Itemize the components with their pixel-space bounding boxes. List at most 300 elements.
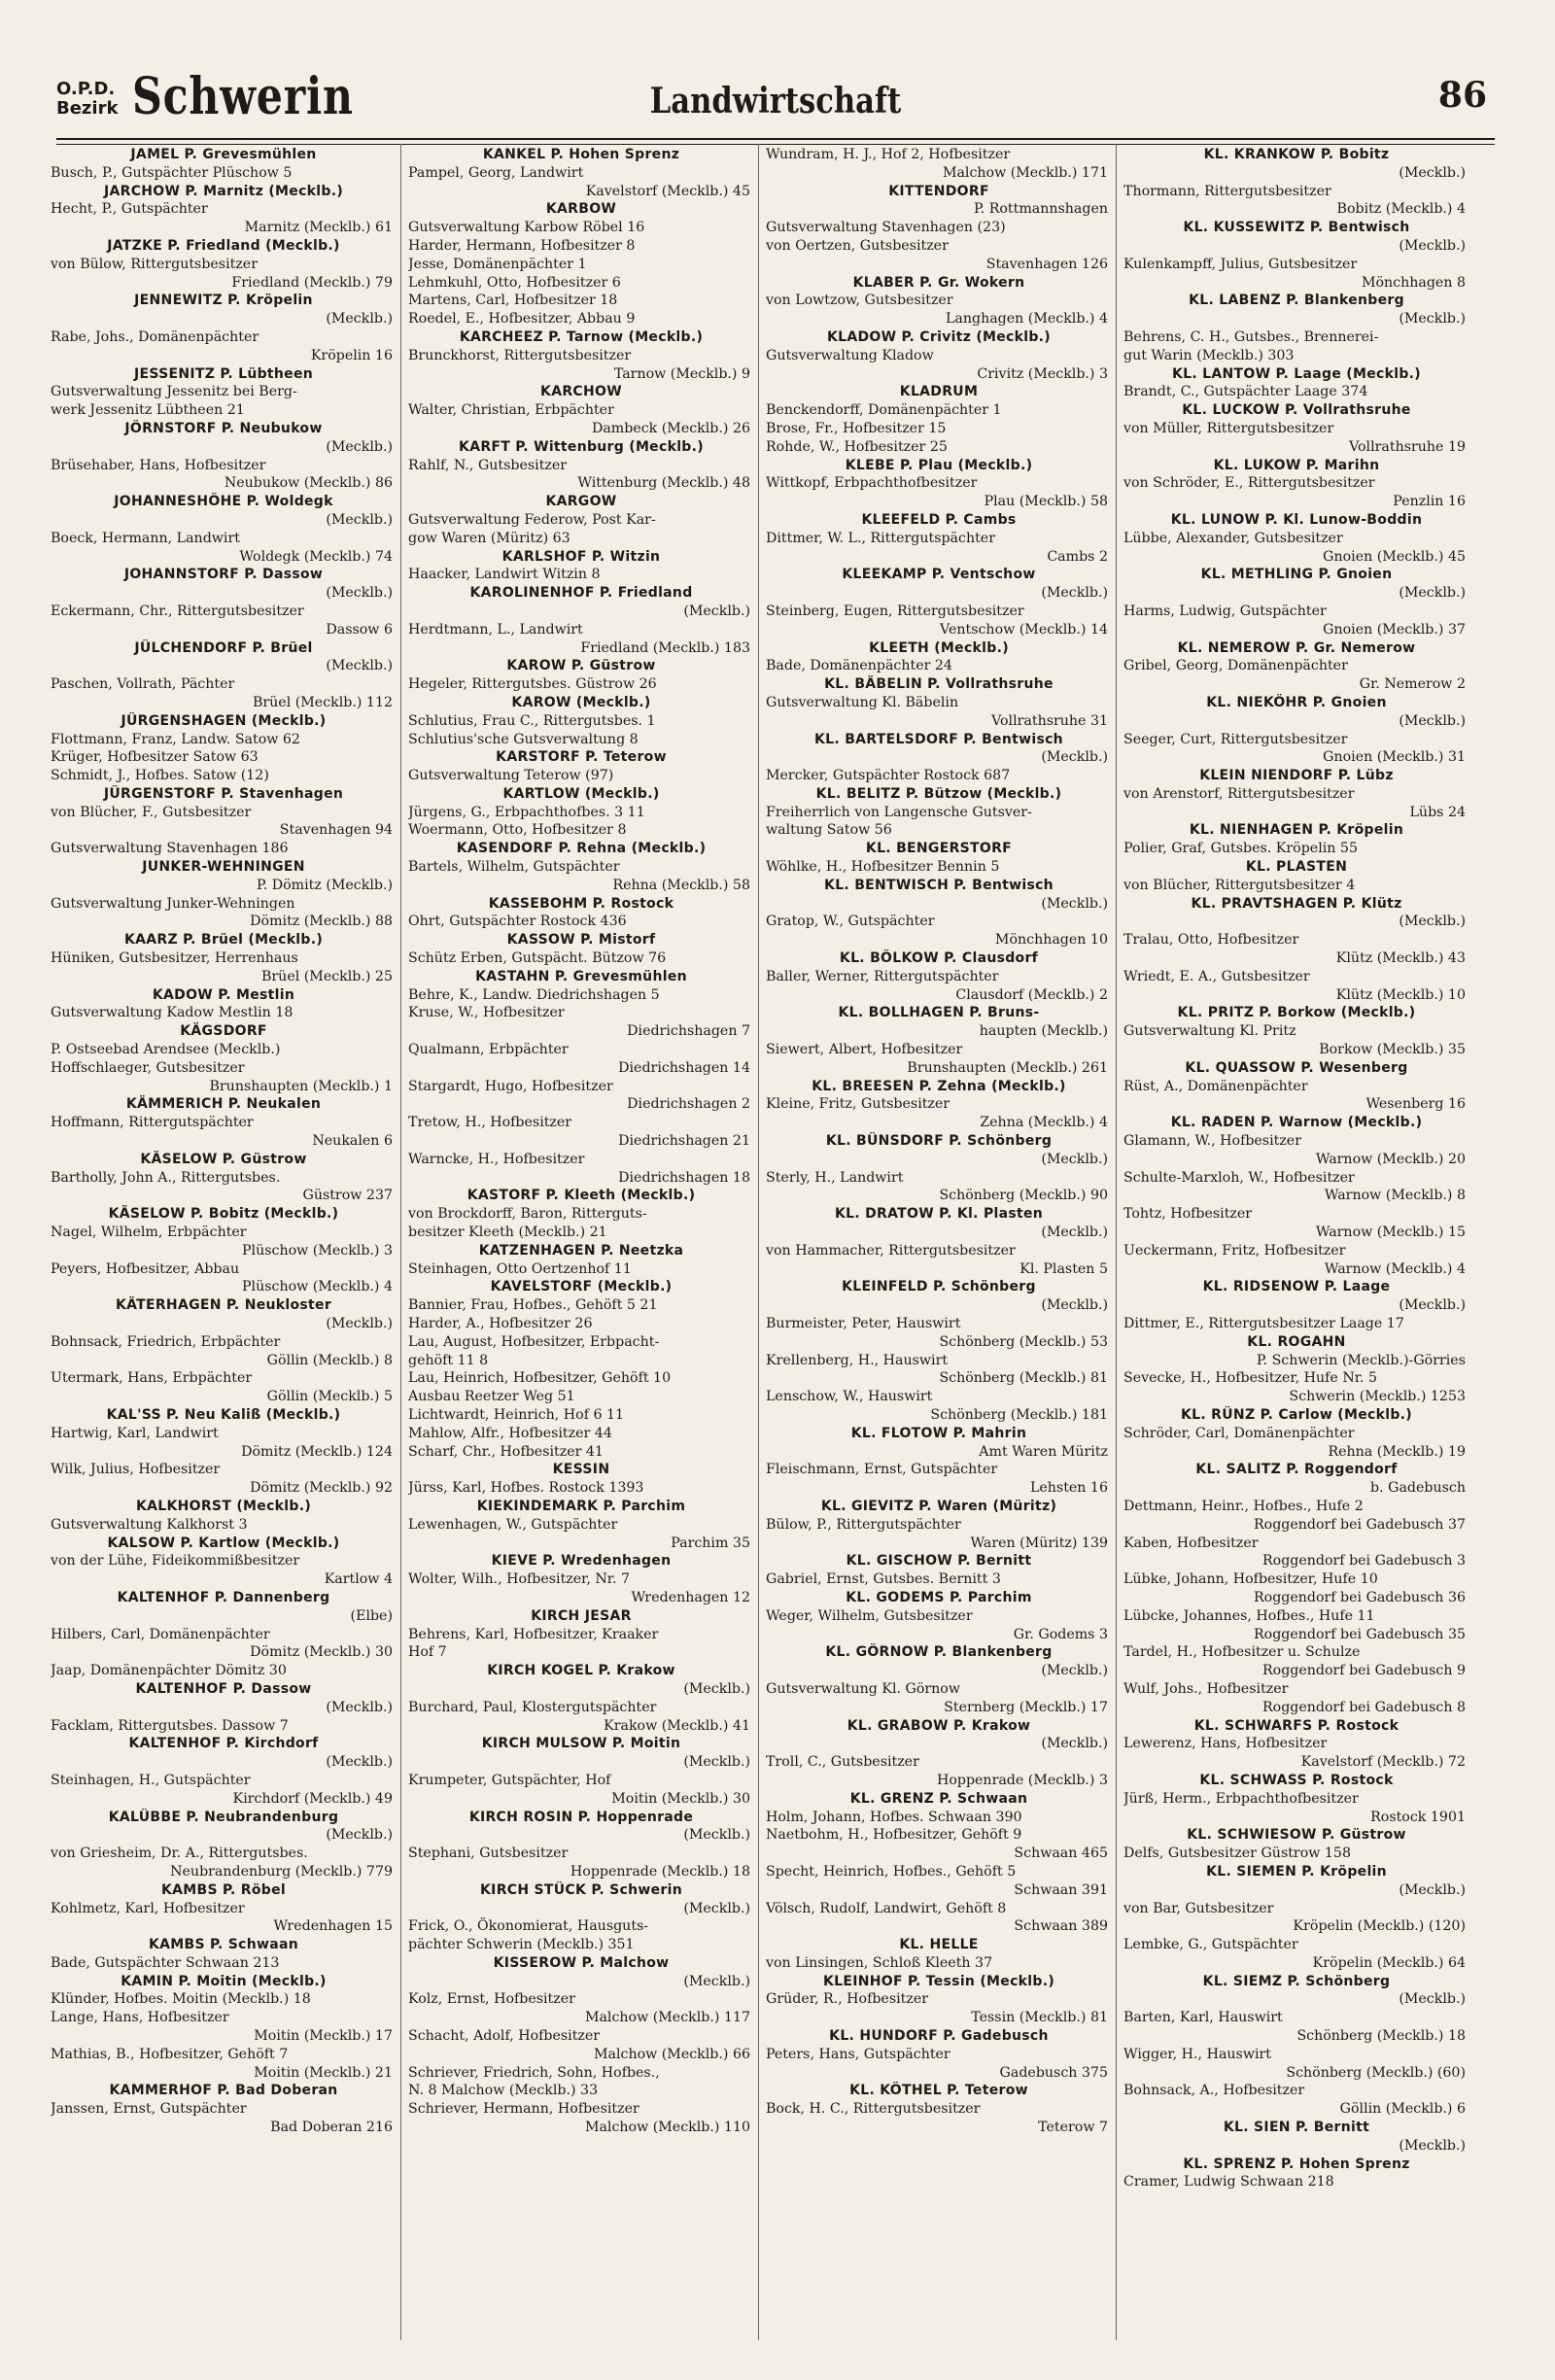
place-heading: KAL'SS P. Neu Kaliß (Mecklb.): [106, 1406, 341, 1423]
entry-continuation: (Mecklb.): [1399, 712, 1466, 729]
place-heading: KL. BÖLKOW P. Clausdorf: [839, 950, 1039, 967]
place-heading: KL. BELITZ P. Bützow (Mecklb.): [815, 785, 1062, 802]
place-heading: KLEBE P. Plau (Mecklb.): [845, 457, 1033, 473]
place-heading: KIRCH STÜCK P. Schwerin: [480, 1881, 682, 1898]
entry-line: Schmidt, J., Hofbes. Satow (12): [51, 768, 269, 784]
entry-line: Frick, O., Ökonomierat, Hausguts-: [408, 1918, 649, 1935]
entry-line: Bade, Gutspächter Schwaan 213: [51, 1954, 280, 1971]
entry-line: Lange, Hans, Hofbesitzer: [51, 2010, 229, 2026]
place-heading: KÄTERHAGEN P. Neukloster: [115, 1297, 332, 1314]
entry-line: Kohlmetz, Karl, Hofbesitzer: [51, 1900, 245, 1916]
entry-continuation: (Mecklb.): [1041, 585, 1108, 602]
entry-line: Thormann, Rittergutsbesitzer: [1123, 183, 1331, 199]
entry-line: Rüst, A., Domänenpächter: [1123, 1078, 1308, 1094]
entry-continuation: Langhagen (Mecklb.) 4: [945, 311, 1108, 328]
entry-line: Gratop, W., Gutspächter: [766, 914, 935, 930]
entry-line: Lewenhagen, W., Gutspächter: [408, 1516, 618, 1533]
entry-continuation: Kavelstorf (Mecklb.) 72: [1300, 1754, 1466, 1771]
place-heading: KL. NEMEROW P. Gr. Nemerow: [1177, 639, 1416, 656]
entry-line: von Müller, Rittergutsbesitzer: [1123, 420, 1334, 436]
entry-continuation: P. Rottmannshagen: [974, 201, 1108, 218]
place-heading: KIEVE P. Wredenhagen: [491, 1553, 672, 1569]
entry-line: Wolter, Wilh., Hofbesitzer, Nr. 7: [408, 1571, 631, 1588]
place-heading: KL. GODEMS P. Parchim: [846, 1589, 1032, 1605]
place-heading: KL. NIEKÖHR P. Gnoien: [1206, 694, 1387, 710]
entry-continuation: Roggendorf bei Gadebusch 3: [1261, 1553, 1466, 1569]
entry-continuation: Plüschow (Mecklb.) 4: [242, 1279, 393, 1295]
entry-line: Stargardt, Hugo, Hofbesitzer: [408, 1078, 613, 1094]
entry-line: Haacker, Landwirt Witzin 8: [408, 567, 601, 583]
place-heading: KL. PRITZ P. Borkow (Mecklb.): [1177, 1005, 1416, 1021]
entry-continuation: Neukalen 6: [312, 1133, 393, 1150]
entry-continuation: (Mecklb.): [683, 603, 750, 619]
entry-line: Sterly, H., Landwirt: [766, 1169, 904, 1186]
place-heading: KASTORF P. Kleeth (Mecklb.): [466, 1188, 696, 1204]
entry-line: Hecht, P., Gutspächter: [51, 201, 208, 218]
entry-line: von Bar, Gutsbesitzer: [1123, 1900, 1274, 1916]
entry-line: Martens, Carl, Hofbesitzer 18: [408, 293, 618, 309]
place-heading: KIEKINDEMARK P. Parchim: [476, 1498, 686, 1514]
place-heading: KL. BENGERSTORF: [865, 841, 1013, 857]
entry-continuation: Moitin (Mecklb.) 17: [254, 2028, 393, 2045]
entry-continuation: Teterow 7: [1038, 2120, 1108, 2136]
entry-line: Bohnsack, Friedrich, Erbpächter: [51, 1333, 281, 1350]
place-heading: KL. METHLING P. Gnoien: [1200, 567, 1393, 583]
entry-continuation: Wredenhagen 15: [273, 1918, 393, 1935]
place-heading: KIRCH KOGEL P. Krakow: [487, 1663, 675, 1679]
entry-line: Hof 7: [408, 1644, 447, 1661]
entry-continuation: Bad Doberan 216: [270, 2120, 393, 2136]
entry-continuation: Göllin (Mecklb.) 5: [266, 1389, 393, 1405]
place-heading: KLADRUM: [899, 384, 979, 400]
entry-continuation: Rostock 1901: [1370, 1809, 1466, 1825]
entry-continuation: (Mecklb.): [683, 1900, 750, 1916]
entry-continuation: Neubrandenburg (Mecklb.) 779: [170, 1863, 393, 1880]
entry-line: Sevecke, H., Hofbesitzer, Hufe Nr. 5: [1123, 1370, 1378, 1387]
place-heading: KL. SPRENZ P. Hohen Sprenz: [1183, 2156, 1410, 2172]
place-heading: KLEETH (Mecklb.): [869, 639, 1009, 656]
entry-line: Gutsverwaltung Federow, Post Kar-: [408, 511, 656, 528]
entry-line: P. Ostseebad Arendsee (Mecklb.): [51, 1042, 281, 1058]
entry-line: Brandt, C., Gutspächter Laage 374: [1123, 384, 1368, 400]
entry-line: von Schröder, E., Rittergutsbesitzer: [1123, 475, 1375, 492]
entry-line: Gutsverwaltung Stavenhagen (23): [766, 220, 1006, 236]
entry-line: Jaap, Domänenpächter Dömitz 30: [51, 1663, 287, 1679]
column-2: [408, 146, 754, 2352]
entry-line: Wittkopf, Erbpachthofbesitzer: [766, 475, 978, 492]
entry-continuation: Dambeck (Mecklb.) 26: [591, 420, 750, 436]
entry-line: Harder, Hermann, Hofbesitzer 8: [408, 237, 636, 254]
place-heading: KL. BÄBELIN P. Vollrathsruhe: [824, 676, 1054, 693]
entry-continuation: Kirchdorf (Mecklb.) 49: [232, 1790, 393, 1807]
entry-line: Gutsverwaltung Junker-Wehningen: [51, 895, 295, 912]
entry-continuation: (Mecklb.): [1399, 585, 1466, 602]
place-heading: JÜLCHENDORF P. Brüel: [134, 639, 313, 656]
entry-line: Flottmann, Franz, Landw. Satow 62: [51, 731, 300, 747]
entry-line: Kleine, Fritz, Gutsbesitzer: [766, 1096, 950, 1113]
entry-continuation: (Mecklb.): [326, 311, 393, 328]
entry-line: Hilbers, Carl, Domänenpächter: [51, 1626, 270, 1642]
place-heading: KAVELSTORF (Mecklb.): [490, 1279, 673, 1295]
entry-continuation: Brüel (Mecklb.) 25: [260, 968, 393, 984]
entry-continuation: Marnitz (Mecklb.) 61: [244, 220, 393, 236]
entry-continuation: Tarnow (Mecklb.) 9: [613, 365, 750, 382]
entry-continuation: Gnoien (Mecklb.) 31: [1323, 749, 1466, 766]
entry-continuation: Krakow (Mecklb.) 41: [604, 1717, 750, 1734]
entry-continuation: Schönberg (Mecklb.) 81: [939, 1370, 1108, 1387]
entry-continuation: (Mecklb.): [1399, 311, 1466, 328]
place-heading: KASENDORF P. Rehna (Mecklb.): [456, 841, 707, 857]
place-heading: KL. GÖRNOW P. Blankenberg: [825, 1644, 1053, 1661]
entry-line: Lübke, Johann, Hofbesitzer, Hufe 10: [1123, 1571, 1378, 1588]
entry-line: Mathias, B., Hofbesitzer, Gehöft 7: [51, 2046, 289, 2062]
entry-continuation: Diedrichshagen 18: [618, 1169, 750, 1186]
entry-line: Peyers, Hofbesitzer, Abbau: [51, 1260, 240, 1277]
entry-line: Utermark, Hans, Erbpächter: [51, 1370, 253, 1387]
place-heading: KL. LUCKOW P. Vollrathsruhe: [1182, 402, 1411, 419]
section-title: Landwirtschaft: [649, 81, 902, 121]
entry-continuation: Borkow (Mecklb.) 35: [1319, 1042, 1466, 1058]
page-header: [56, 68, 1495, 136]
entry-line: Hegeler, Rittergutsbes. Güstrow 26: [408, 676, 657, 693]
entry-continuation: Mönchhagen 10: [994, 932, 1108, 949]
place-heading: KL. BREESEN P. Zehna (Mecklb.): [812, 1078, 1066, 1094]
entry-continuation: Clausdorf (Mecklb.) 2: [955, 986, 1108, 1003]
entry-line: Schriever, Hermann, Hofbesitzer: [408, 2101, 639, 2118]
place-heading: KL. DRATOW P. Kl. Plasten: [834, 1206, 1044, 1223]
column-1: [51, 146, 397, 2352]
place-heading: KL. LABENZ P. Blankenberg: [1189, 293, 1404, 309]
entry-continuation: Dömitz (Mecklb.) 88: [250, 914, 393, 930]
entry-continuation: Wittenburg (Mecklb.) 48: [577, 475, 750, 492]
entry-continuation: Diedrichshagen 2: [627, 1096, 750, 1113]
entry-line: Brose, Fr., Hofbesitzer 15: [766, 420, 947, 436]
entry-line: Peters, Hans, Gutspächter: [766, 2046, 950, 2062]
place-heading: KAMMERHOF P. Bad Doberan: [109, 2083, 338, 2099]
entry-line: von Linsingen, Schloß Kleeth 37: [766, 1954, 993, 1971]
entry-line: Busch, P., Gutspächter Plüschow 5: [51, 164, 293, 181]
entry-line: Benckendorff, Domänenpächter 1: [766, 402, 1002, 419]
entry-continuation: Malchow (Mecklb.) 171: [942, 164, 1108, 181]
entry-line: Brüsehaber, Hans, Hofbesitzer: [51, 457, 266, 473]
entry-line: Ausbau Reetzer Weg 51: [408, 1389, 575, 1405]
entry-line: Krüger, Hofbesitzer Satow 63: [51, 749, 259, 766]
entry-line: Scharf, Chr., Hofbesitzer 41: [408, 1443, 604, 1460]
entry-line: Steinhagen, Otto Oertzenhof 11: [408, 1260, 632, 1277]
entry-continuation: Roggendorf bei Gadebusch 9: [1261, 1663, 1466, 1679]
place-heading: KL. SALITZ P. Roggendorf: [1195, 1462, 1398, 1478]
entry-continuation: Dassow 6: [326, 621, 393, 638]
entry-line: N. 8 Malchow (Mecklb.) 33: [408, 2083, 599, 2099]
place-heading: KL. BARTELSDORF P. Bentwisch: [814, 731, 1063, 747]
entry-line: Janssen, Ernst, Gutspächter: [51, 2101, 247, 2118]
entry-line: Rabe, Johs., Domänenpächter: [51, 328, 259, 345]
place-heading: KL. KÖTHEL P. Teterow: [849, 2083, 1028, 2099]
page-number: 86: [1437, 75, 1487, 116]
entry-line: werk Jessenitz Lübtheen 21: [51, 402, 245, 419]
entry-line: Jürß, Herm., Erbpachthofbesitzer: [1123, 1790, 1359, 1807]
entry-line: Kaben, Hofbesitzer: [1123, 1535, 1259, 1551]
entry-continuation: (Mecklb.): [326, 658, 393, 674]
place-heading: KL. ROGAHN: [1247, 1333, 1346, 1350]
entry-continuation: Neubukow (Mecklb.) 86: [224, 475, 393, 492]
entry-continuation: Rehna (Mecklb.) 58: [612, 877, 750, 893]
entry-continuation: Klütz (Mecklb.) 43: [1335, 950, 1466, 967]
entry-line: Wundram, H. J., Hof 2, Hofbesitzer: [766, 147, 1011, 162]
entry-continuation: Wesenberg 16: [1365, 1096, 1466, 1113]
entry-line: Woermann, Otto, Hofbesitzer 8: [408, 822, 627, 839]
entry-line: Gutsverwaltung Kadow Mestlin 18: [51, 1005, 294, 1021]
entry-continuation: Kröpelin 16: [310, 347, 393, 363]
entry-line: Jesse, Domänenpächter 1: [408, 256, 587, 272]
entry-continuation: Roggendorf bei Gadebusch 35: [1253, 1626, 1466, 1642]
entry-continuation: (Mecklb.): [326, 585, 393, 602]
city-title: Schwerin: [132, 67, 354, 126]
entry-continuation: P. Dömitz (Mecklb.): [257, 877, 393, 893]
place-heading: KITTENDORF: [888, 183, 989, 199]
place-heading: KL. HELLE: [899, 1937, 979, 1953]
entry-line: Jürss, Karl, Hofbes. Rostock 1393: [408, 1480, 644, 1497]
place-heading: KARLSHOF P. Witzin: [501, 548, 661, 565]
entry-line: Harms, Ludwig, Gutspächter: [1123, 603, 1327, 619]
entry-line: Behre, K., Landw. Diedrichshagen 5: [408, 986, 660, 1003]
entry-continuation: Güstrow 237: [302, 1188, 393, 1204]
entry-continuation: Brunshaupten (Mecklb.) 1: [209, 1078, 393, 1094]
entry-line: Hoffmann, Rittergutspächter: [51, 1115, 254, 1131]
entry-continuation: Diedrichshagen 14: [618, 1059, 750, 1076]
entry-line: Lübbe, Alexander, Gutsbesitzer: [1123, 530, 1343, 546]
entry-continuation: (Mecklb.): [1399, 1991, 1466, 2008]
entry-line: Specht, Heinrich, Hofbes., Gehöft 5: [766, 1863, 1017, 1880]
opd-label: O.P.D.: [56, 79, 116, 99]
entry-continuation: Zehna (Mecklb.) 4: [980, 1115, 1108, 1131]
entry-continuation: P. Schwerin (Mecklb.)-Görries: [1256, 1352, 1466, 1368]
entry-continuation: (Mecklb.): [326, 511, 393, 528]
entry-continuation: Waren (Müritz) 139: [970, 1535, 1108, 1551]
place-heading: KL. KRANKOW P. Bobitz: [1203, 147, 1390, 162]
place-heading: KASSEBOHM P. Rostock: [488, 895, 674, 912]
entry-line: Lenschow, W., Hauswirt: [766, 1389, 933, 1405]
entry-line: Lewerenz, Hans, Hofbesitzer: [1123, 1736, 1328, 1752]
entry-line: Lau, Heinrich, Hofbesitzer, Gehöft 10: [408, 1370, 672, 1387]
place-heading: KADOW P. Mestlin: [152, 986, 295, 1003]
entry-line: Siewert, Albert, Hofbesitzer: [766, 1042, 963, 1058]
entry-line: Boeck, Hermann, Landwirt: [51, 530, 240, 546]
entry-line: Cramer, Ludwig Schwaan 218: [1123, 2174, 1334, 2190]
entry-line: Hoffschlaeger, Gutsbesitzer: [51, 1059, 245, 1076]
entry-continuation: Schwaan 391: [1014, 1881, 1108, 1898]
entry-line: Gutsverwaltung Kl. Bäbelin: [766, 694, 959, 710]
entry-line: Lehmkuhl, Otto, Hofbesitzer 6: [408, 274, 621, 291]
entry-continuation: Schönberg (Mecklb.) 181: [930, 1406, 1108, 1423]
entry-continuation: Schönberg (Mecklb.) 90: [939, 1188, 1108, 1204]
entry-line: Gutsverwaltung Jessenitz bei Berg-: [51, 384, 297, 400]
place-heading: KAMIN P. Moitin (Mecklb.): [121, 1973, 327, 1989]
place-heading: JÜRGENSTORF P. Stavenhagen: [103, 785, 344, 802]
entry-continuation: Rehna (Mecklb.) 19: [1328, 1443, 1466, 1460]
entry-line: Naetbohm, H., Hofbesitzer, Gehöft 9: [766, 1827, 1022, 1844]
entry-continuation: (Mecklb.): [1399, 1881, 1466, 1898]
place-heading: KL. PRAVTSHAGEN P. Klütz: [1191, 895, 1402, 912]
entry-continuation: (Elbe): [350, 1607, 393, 1624]
entry-continuation: (Mecklb.): [1041, 1151, 1108, 1167]
entry-continuation: (Mecklb.): [1041, 749, 1108, 766]
entry-line: Wöhlke, H., Hofbesitzer Bennin 5: [766, 859, 1000, 876]
entry-line: Seeger, Curt, Rittergutsbesitzer: [1123, 731, 1348, 747]
entry-continuation: (Mecklb.): [326, 438, 393, 455]
place-heading: KARFT P. Wittenburg (Mecklb.): [459, 438, 704, 455]
entry-continuation: Roggendorf bei Gadebusch 8: [1261, 1699, 1466, 1715]
entry-continuation: Diedrichshagen 7: [627, 1023, 750, 1040]
entry-continuation: (Mecklb.): [1399, 2137, 1466, 2154]
entry-line: Pampel, Georg, Landwirt: [408, 164, 584, 181]
entry-line: Brunckhorst, Rittergutsbesitzer: [408, 347, 632, 363]
place-heading: KL. LUNOW P. Kl. Lunow-Boddin: [1170, 511, 1423, 528]
place-heading: KÄGSDORF: [180, 1023, 267, 1040]
entry-continuation: Schönberg (Mecklb.) 53: [939, 1333, 1108, 1350]
entry-continuation: Gr. Godems 3: [1013, 1626, 1108, 1642]
place-heading: KL. SCHWARFS P. Rostock: [1193, 1717, 1400, 1734]
entry-continuation: b. Gadebusch: [1370, 1480, 1466, 1497]
place-heading: JOHANNSTORF P. Dassow: [123, 567, 324, 583]
entry-line: Paschen, Vollrath, Pächter: [51, 676, 235, 693]
entry-continuation: Kl. Plasten 5: [1019, 1260, 1108, 1277]
entry-continuation: (Mecklb.): [683, 1827, 750, 1844]
entry-continuation: (Mecklb.): [326, 1699, 393, 1715]
entry-continuation: Moitin (Mecklb.) 21: [254, 2064, 393, 2081]
entry-continuation: Warnow (Mecklb.) 4: [1324, 1260, 1466, 1277]
place-heading: KIRCH JESAR: [531, 1607, 632, 1624]
place-heading: KL. KUSSEWITZ P. Bentwisch: [1183, 220, 1410, 236]
entry-line: Gutsverwaltung Stavenhagen 186: [51, 841, 289, 857]
entry-line: Harder, A., Hofbesitzer 26: [408, 1316, 593, 1331]
bezirk-label: Bezirk: [56, 98, 119, 119]
entry-line: Barten, Karl, Hauswirt: [1123, 2010, 1283, 2026]
place-heading: KÄSELOW P. Güstrow: [140, 1151, 307, 1167]
place-heading: KAMBS P. Schwaan: [148, 1937, 299, 1953]
entry-continuation: (Mecklb.): [326, 1754, 393, 1771]
entry-continuation: Malchow (Mecklb.) 66: [593, 2046, 750, 2062]
place-heading: KLEEKAMP P. Ventschow: [842, 567, 1036, 583]
column-divider: [1116, 144, 1117, 2340]
place-heading: KASTAHN P. Grevesmühlen: [475, 968, 687, 984]
entry-line: Eckermann, Chr., Rittergutsbesitzer: [51, 603, 304, 619]
entry-line: Tretow, H., Hofbesitzer: [408, 1115, 572, 1131]
place-heading: KLEINFELD P. Schönberg: [842, 1279, 1036, 1295]
place-heading: KÄMMERICH P. Neukalen: [125, 1096, 322, 1113]
column-3: [766, 146, 1112, 2352]
entry-continuation: Wredenhagen 12: [631, 1589, 750, 1605]
entry-continuation: Schwerin (Mecklb.) 1253: [1289, 1389, 1466, 1405]
place-heading: KARCHEEZ P. Tarnow (Mecklb.): [459, 328, 704, 345]
place-heading: KARCHOW: [540, 384, 622, 400]
place-heading: KISSEROW P. Malchow: [493, 1954, 670, 1971]
place-heading: KL. BENTWISCH P. Bentwisch: [824, 877, 1054, 893]
entry-line: Tralau, Otto, Hofbesitzer: [1123, 932, 1299, 949]
entry-continuation: Dömitz (Mecklb.) 30: [250, 1644, 393, 1661]
place-heading: KL. RIDSENOW P. Laage: [1202, 1279, 1391, 1295]
place-heading: KL. RÜNZ P. Carlow (Mecklb.): [1181, 1406, 1412, 1423]
entry-line: von der Lühe, Fideikommißbesitzer: [51, 1553, 300, 1569]
entry-line: Steinberg, Eugen, Rittergutsbesitzer: [766, 603, 1024, 619]
entry-line: Fleischmann, Ernst, Gutspächter: [766, 1462, 998, 1478]
place-heading: KL. GISCHOW P. Bernitt: [846, 1553, 1032, 1569]
entry-continuation: (Mecklb.): [1041, 1297, 1108, 1314]
entry-line: Troll, C., Gutsbesitzer: [766, 1754, 919, 1771]
place-heading: KL. SCHWIESOW P. Güstrow: [1187, 1827, 1406, 1844]
entry-line: Burchard, Paul, Klostergutspächter: [408, 1699, 657, 1715]
entry-continuation: Kavelstorf (Mecklb.) 45: [585, 183, 750, 199]
entry-continuation: (Mecklb.): [1041, 1224, 1108, 1241]
place-heading: KARSTORF P. Teterow: [496, 749, 667, 766]
place-heading: KAROW P. Güstrow: [506, 658, 656, 674]
place-heading: KL. BOLLHAGEN P. Bruns-: [838, 1005, 1040, 1021]
place-heading: JATZKE P. Friedland (Mecklb.): [107, 237, 340, 254]
place-heading: KAROLINENHOF P. Friedland: [469, 585, 693, 602]
entry-continuation: (Mecklb.): [1041, 1736, 1108, 1752]
entry-continuation: Lehsten 16: [1029, 1480, 1108, 1497]
entry-line: Walter, Christian, Erbpächter: [408, 402, 614, 419]
entry-continuation: Warnow (Mecklb.) 8: [1324, 1188, 1466, 1204]
entry-continuation: Bobitz (Mecklb.) 4: [1336, 201, 1466, 218]
place-heading: KLEINHOF P. Tessin (Mecklb.): [822, 1973, 1055, 1989]
entry-continuation: Amt Waren Müritz: [979, 1443, 1108, 1460]
place-heading: JARCHOW P. Marnitz (Mecklb.): [103, 183, 344, 199]
entry-continuation: Schwaan 465: [1014, 1845, 1108, 1862]
place-heading: KANKEL P. Hohen Sprenz: [482, 147, 680, 162]
entry-continuation: Mönchhagen 8: [1361, 274, 1466, 291]
entry-line: Weger, Wilhelm, Gutsbesitzer: [766, 1607, 973, 1624]
entry-continuation: Parchim 35: [671, 1535, 750, 1551]
entry-line: Hüniken, Gutsbesitzer, Herrenhaus: [51, 950, 298, 967]
entry-line: von Oertzen, Gutsbesitzer: [766, 237, 949, 254]
place-heading: KAMBS P. Röbel: [160, 1881, 287, 1898]
entry-line: Schröder, Carl, Domänenpächter: [1123, 1425, 1355, 1441]
column-4: [1123, 146, 1469, 2352]
entry-line: Gutsverwaltung Kl. Görnow: [766, 1680, 960, 1697]
entry-continuation: Plau (Mecklb.) 58: [984, 494, 1108, 510]
entry-line: Bülow, P., Rittergutspächter: [766, 1516, 961, 1533]
place-heading: KARBOW: [545, 201, 617, 218]
entry-line: Krumpeter, Gutspächter, Hof: [408, 1772, 611, 1788]
entry-line: Behrens, Karl, Hofbesitzer, Kraaker: [408, 1626, 659, 1642]
place-heading: KLADOW P. Crivitz (Mecklb.): [826, 328, 1051, 345]
entry-line: Lau, August, Hofbesitzer, Erbpacht-: [408, 1333, 660, 1350]
entry-line: Schlutius'sche Gutsverwaltung 8: [408, 731, 639, 747]
place-heading: KLEIN NIENDORF P. Lübz: [1199, 768, 1394, 784]
entry-line: Tardel, H., Hofbesitzer u. Schulze: [1123, 1644, 1361, 1661]
entry-line: von Brockdorff, Baron, Ritterguts-: [408, 1206, 647, 1223]
header-rule: [56, 138, 1495, 140]
entry-continuation: Göllin (Mecklb.) 6: [1339, 2101, 1466, 2118]
entry-line: gow Waren (Müritz) 63: [408, 530, 570, 546]
entry-continuation: Ventschow (Mecklb.) 14: [940, 621, 1108, 638]
entry-continuation: Dömitz (Mecklb.) 124: [241, 1443, 393, 1460]
entry-line: Dittmer, W. L., Rittergutspächter: [766, 530, 995, 546]
entry-continuation: Warnow (Mecklb.) 20: [1315, 1151, 1466, 1167]
entry-line: Wulf, Johs., Hofbesitzer: [1123, 1680, 1289, 1697]
entry-continuation: Schönberg (Mecklb.) 18: [1296, 2028, 1466, 2045]
entry-continuation: Penzlin 16: [1393, 494, 1466, 510]
entry-continuation: Gnoien (Mecklb.) 37: [1323, 621, 1466, 638]
entry-line: Nagel, Wilhelm, Erbpächter: [51, 1224, 247, 1241]
place-heading: JAMEL P. Grevesmühlen: [130, 147, 317, 162]
entry-continuation: (Mecklb.): [683, 1680, 750, 1697]
entry-line: Dittmer, E., Rittergutsbesitzer Laage 17: [1123, 1316, 1404, 1331]
place-heading: KARTLOW (Mecklb.): [502, 785, 660, 802]
entry-line: Burmeister, Peter, Hauswirt: [766, 1316, 961, 1331]
entry-line: Schacht, Adolf, Hofbesitzer: [408, 2028, 601, 2045]
